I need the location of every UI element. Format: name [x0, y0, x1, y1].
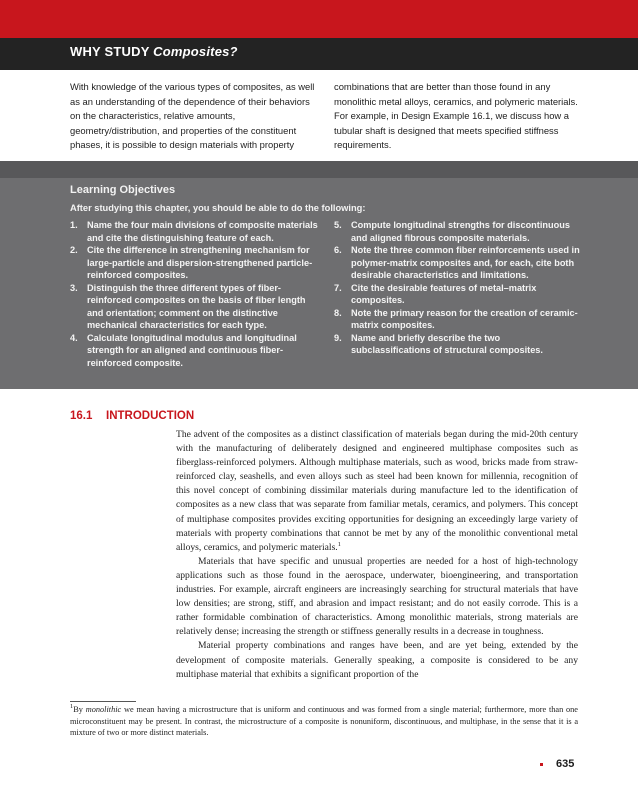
footnote-text: we mean having a microstructure that is uniform and continuous and was formed from a single material; furthermore, more than one microconstituent may be present. In contrast, the microstructure of a composite is nonuniform, discontinuous, and multiphase, in the sense that it is a mixture of two or more distinct materials.: [70, 705, 578, 737]
objective-number: 5.: [334, 220, 342, 230]
footnote-term: monolithic: [85, 705, 122, 714]
objective-number: 3.: [70, 282, 78, 293]
objective-number: 9.: [334, 332, 342, 343]
objective-item: [334, 244, 582, 282]
body-paragraph-3: Material property combinations and ranges have been, and are yet being, extended by the development of composite materials. Generally speaking, a composite is considered to be any multiphase material that exhibits a significant proportion of the: [176, 640, 578, 680]
learning-objectives-heading: Learning Objectives: [70, 184, 176, 196]
objective-text: Name and briefly describe the two subclassifications of structural composites.: [351, 332, 543, 355]
objective-text: Distinguish the three different types of fiber-reinforced composites on the basis of fiber length and orientation; comment on the distinctive mechanical characteristics for each type.: [87, 282, 306, 330]
header-red-band: [0, 0, 638, 38]
objective-text: Cite the desirable features of metal–matrix composites.: [351, 282, 537, 305]
objective-text: Calculate longitudinal modulus and longitudinal strength for an aligned and continuous fiber-reinforced composite.: [87, 332, 297, 368]
learning-objectives-top-strip: [0, 161, 638, 178]
why-study-title: [70, 44, 238, 59]
objective-number: 4.: [70, 332, 78, 343]
objective-item: [70, 282, 318, 332]
body-paragraph-2: Materials that have specific and unusual properties are needed for a host of high-technology applications such as those found in the aerospace, underwater, bioengineering, and transportation industries. For example, aircraft engineers are increasingly searching for structural materials that have low densities; are strong, stiff, and abrasion and impact resistant; and do not easily corrode. This is a rather formidable combination of characteristics. Among monolithic materials, strong materials are relatively dense; increasing the strength or stiffness generally results in a decrease in toughness.: [176, 555, 578, 638]
objective-item: [334, 307, 582, 332]
objective-number: 8.: [334, 307, 342, 318]
objective-number: 1.: [70, 220, 78, 230]
section-body: [176, 428, 578, 682]
page-number: 635: [556, 758, 575, 770]
section-heading: [70, 410, 194, 422]
objectives-right-column: [334, 219, 582, 369]
objective-text: Note the primary reason for the creation of ceramic-matrix composites.: [351, 307, 578, 330]
objective-text: Note the three common fiber reinforcements used in polymer-matrix composites and, for each, cite both desirable characteristics and limitations.: [351, 245, 580, 280]
footnote-divider: [70, 701, 136, 702]
why-study-title-prefix: WHY STUDY: [70, 44, 154, 59]
objective-item: [70, 244, 318, 282]
objective-number: 2.: [70, 245, 78, 255]
objective-item: [334, 219, 582, 244]
body-paragraph-1-text: The advent of the composites as a distinct classification of materials began during the mid-20th century with the manufacturing of deliberately designed and engineered multiphase composites such as fiberglass-reinforced polymers. Although multiphase materials, such as wood, bricks made from straw-reinforced clay, seashells, and even alloys such as steel had been known for millennia, recognition of this novel concept of combining dissimilar materials during manufacture led to the identification of composites as a new class that was separate from familiar metals, ceramics, and polymers. This concept of multiphase composites provides exciting opportunities for designing an exceedingly large variety of materials with property combinations that cannot be met by any of the monolithic conventional metal alloys, ceramics, and polymeric materials.: [176, 429, 578, 553]
why-study-column-1: With knowledge of the various types of composites, as well as an understanding of the dependence of their behaviors on the characteristics, relative amounts, geometry/distribution, and properties of the constituent phases, it is possible to design materials with property: [70, 81, 315, 151]
footnote: [70, 704, 578, 739]
objective-number: 7.: [334, 282, 342, 293]
footnote-marker: 1: [337, 540, 341, 548]
footnote-number: 1: [70, 703, 74, 711]
body-paragraph-1: [176, 428, 578, 555]
page-number-bullet: [540, 763, 543, 766]
objective-item: [334, 332, 582, 357]
objective-item: [70, 332, 318, 370]
learning-objectives-intro: After studying this chapter, you should be able to do the following:: [70, 203, 366, 213]
objective-item: [70, 219, 318, 244]
learning-objectives-columns: [70, 219, 582, 369]
section-title: INTRODUCTION: [106, 410, 195, 422]
objective-text: Compute longitudinal strengths for discontinuous and aligned fibrous composite materials.: [351, 220, 570, 243]
objective-text: Name the four main divisions of composite materials and cite the distinguishing feature of each.: [87, 220, 318, 243]
why-study-body: [70, 80, 580, 153]
objective-text: Cite the difference in strengthening mechanism for large-particle and dispersion-strengthened particle-reinforced composites.: [87, 245, 313, 280]
footnote-prefix: By: [73, 705, 86, 714]
learning-objectives-box: [0, 161, 638, 389]
objective-item: [334, 282, 582, 307]
why-study-title-subject: Composites?: [153, 44, 238, 59]
header-title-band: [0, 38, 638, 70]
section-number: 16.1: [70, 410, 93, 422]
objectives-left-column: [70, 219, 318, 369]
why-study-column-2: combinations that are better than those found in any monolithic metal alloys, ceramics, and polymeric materials. For example, in Design Example 16.1, we discuss how a tubular shaft is designed that meets specified stiffness requirements.: [334, 81, 578, 151]
objective-number: 6.: [334, 245, 342, 255]
